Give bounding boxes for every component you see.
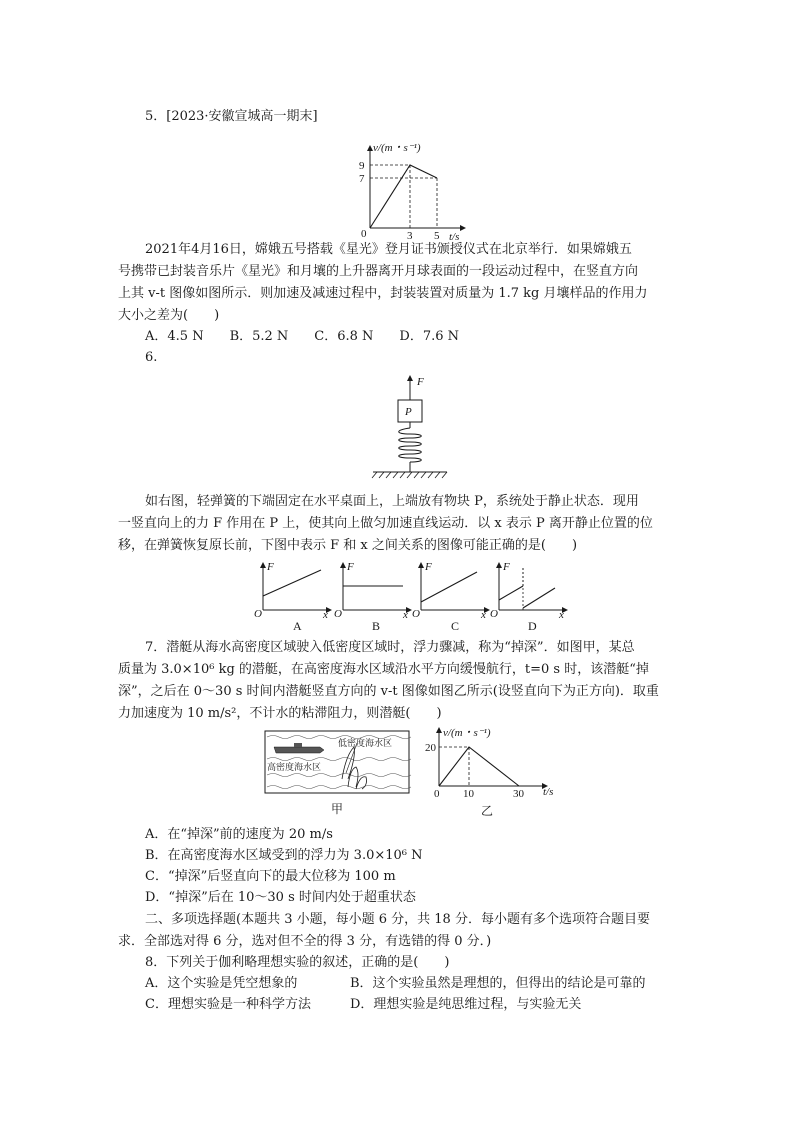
q6-graph-b-y: F [347, 561, 354, 573]
q6-line-2: 一竖直向上的力 F 作用在 P 上，使其向上做匀加速直线运动．以 x 表示 P 离开静止位置的位 [118, 516, 653, 531]
q6-graph-d-x: x [559, 609, 564, 621]
q7-line-3: 深”，之后在 0～30 s 时间内潜艇竖直方向的 v-t 图像如图乙所示(设竖直向下为正方向)．取重 [118, 684, 659, 699]
q5-y-tick-9: 9 [359, 160, 365, 172]
q6-graph-b-origin: O [334, 608, 342, 620]
section2-line-1: 二、多项选择题(本题共 3 小题，每小题 6 分，共 18 分．每小题有多个选项符合题目要 [145, 912, 650, 927]
q7-yi-x-tick-0: 0 [434, 788, 440, 800]
q6-graph-b [333, 560, 413, 621]
q6-block-label: P [405, 406, 412, 418]
q7-caption-yi: 乙 [481, 804, 494, 818]
q5-y-tick-7: 7 [359, 173, 365, 185]
q7-fig-jia [262, 729, 412, 795]
q7-option-a: A．在“掉深”前的速度为 20 m/s [145, 827, 333, 842]
q8-stem: 8．下列关于伽利略理想实验的叙述，正确的是( ) [145, 955, 450, 970]
q6-graph-d-origin: O [490, 608, 498, 620]
q5-line-2: 号携带已封装音乐片《星光》和月壤的上升器离开月球表面的一段运动过程中，在竖直方向 [118, 264, 639, 279]
q5-line-3: 上其 v-t 图像如图所示．则加速及减速过程中，封装装置对质量为 1.7 kg 月壤样品的作用力 [118, 286, 648, 301]
q6-graph-d [489, 560, 569, 621]
q6-force-label: F [417, 376, 424, 388]
q7-yi-x-tick-10: 10 [463, 788, 474, 800]
q6-graph-c [411, 560, 491, 621]
q5-line-4: 大小之差为( ) [118, 308, 220, 323]
q5-x-tick-5: 5 [434, 230, 440, 242]
q6-graph-c-y: F [425, 561, 432, 573]
q7-low-density-label: 低密度海水区 [338, 738, 393, 748]
q6-graph-b-x: x [403, 609, 408, 621]
q7-fig-yi [425, 726, 565, 798]
q6-graph-a-x: x [323, 609, 328, 621]
q5-options: A．4.5 N B．5.2 N C．6.8 N D．7.6 N [145, 329, 460, 344]
q6-graph-a [253, 560, 333, 621]
q7-option-b: B．在高密度海水区域受到的浮力为 3.0×10⁶ N [145, 848, 423, 863]
q6-option-label-d: D [528, 619, 537, 633]
q6-option-label-c: C [451, 619, 460, 633]
q7-line-2: 质量为 3.0×10⁶ kg 的潜艇，在高密度海水区域沿水平方向缓慢航行，t=0 s 时，该潜艇“掉 [118, 662, 649, 677]
q6-number: 6. [145, 350, 158, 365]
q5-vt-graph [355, 140, 475, 243]
q7-yi-y-tick: 20 [425, 742, 436, 754]
q7-yi-y-label: v/(m・s⁻¹) [443, 727, 491, 739]
q5-line-1: 2021年4月16日，嫦娥五号搭载《星光》登月证书颁授仪式在北京举行．如果嫦娥五 [145, 242, 632, 257]
q5-x-label: t/s [449, 231, 460, 243]
q5-header: 5．[2023·安徽宣城高一期末] [145, 109, 318, 124]
q8-option-c: C．理想实验是一种科学方法 [145, 997, 311, 1012]
q8-option-d: D．理想实验是纯思维过程，与实验无关 [350, 997, 582, 1012]
q8-option-a: A．这个实验是凭空想象的 [145, 976, 298, 991]
q6-graph-a-origin: O [254, 608, 262, 620]
q7-caption-jia: 甲 [331, 802, 344, 816]
q6-spring-diagram [365, 372, 455, 484]
q6-graph-c-origin: O [412, 608, 420, 620]
q7-yi-x-tick-30: 30 [513, 788, 524, 800]
q6-graph-a-y: F [267, 561, 274, 573]
q7-option-d: D．“掉深”后在 10～30 s 时间内处于超重状态 [145, 890, 416, 905]
section2-line-2: 求．全部选对得 6 分，选对但不全的得 3 分，有选错的得 0 分．) [118, 934, 492, 949]
q7-option-c: C．“掉深”后竖直向下的最大位移为 100 m [145, 869, 396, 884]
q6-graph-c-x: x [481, 609, 486, 621]
q6-graph-d-y: F [503, 561, 510, 573]
q7-line-4: 力加速度为 10 m/s²，不计水的粘滞阻力，则潜艇( ) [118, 706, 442, 721]
q7-line-1: 7．潜艇从海水高密度区域驶入低密度区域时，浮力骤减，称为“掉深”．如图甲，某总 [145, 640, 635, 655]
q6-line-1: 如右图，轻弹簧的下端固定在水平桌面上，上端放有物块 P，系统处于静止状态．现用 [145, 494, 639, 509]
q7-yi-x-label: t/s [543, 786, 554, 798]
q5-origin: 0 [361, 228, 367, 240]
q5-x-tick-3: 3 [407, 230, 413, 242]
q6-line-3: 移，在弹簧恢复原长前，下图中表示 F 和 x 之间关系的图像可能正确的是( ) [118, 538, 578, 553]
q6-option-label-a: A [293, 619, 302, 633]
q5-y-label: v/(m・s⁻¹) [373, 142, 421, 154]
q8-option-b: B．这个实验虽然是理想的，但得出的结论是可靠的 [350, 976, 646, 991]
q7-high-density-label: 高密度海水区 [267, 762, 322, 772]
q6-option-label-b: B [372, 619, 381, 633]
